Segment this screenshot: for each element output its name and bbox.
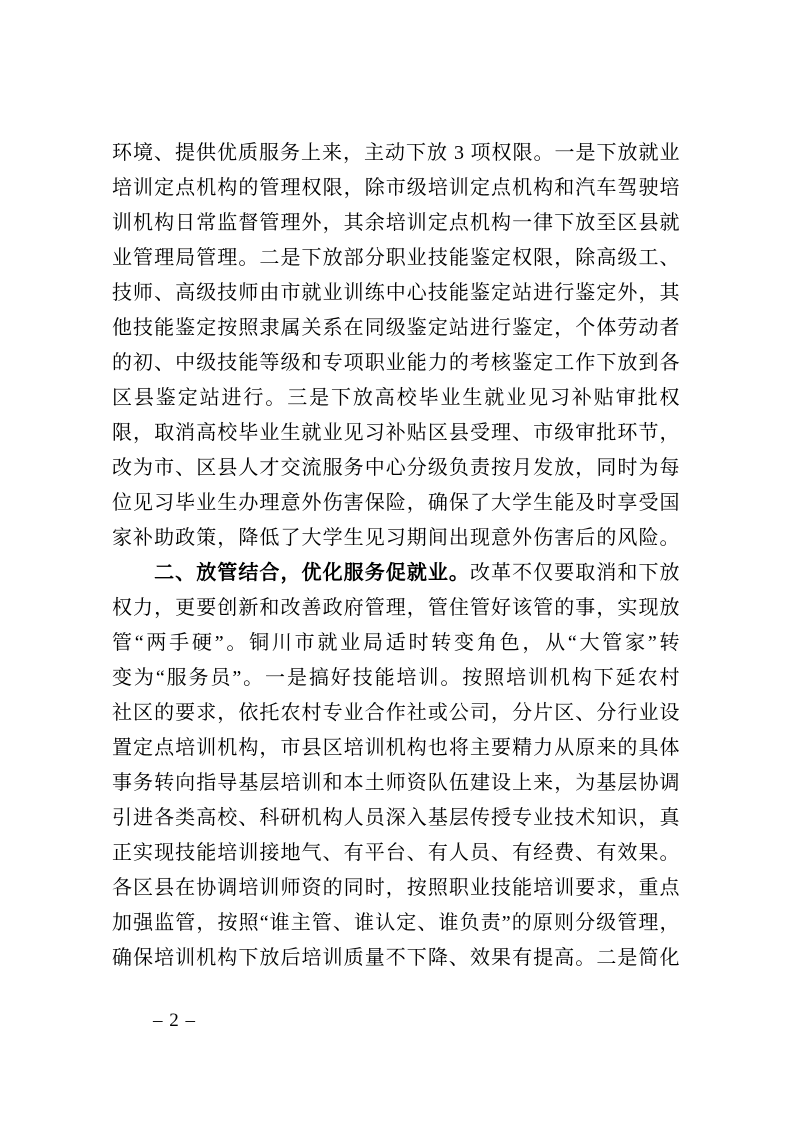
text-run: 技师、高级技师由市就业训练中心技能鉴定站进行鉴定外，其 bbox=[112, 282, 680, 304]
text-line bbox=[112, 416, 680, 451]
text-run: 区县鉴定站进行。三是下放高校毕业生就业见习补贴审批权 bbox=[112, 387, 680, 409]
text-run: 社区的要求，依托农村专业合作社或公司，分片区、分行业设 bbox=[112, 702, 680, 724]
text-run: 各区县在协调培训师资的同时，按照职业技能培训要求，重点 bbox=[112, 877, 680, 899]
text-run: 权力，更要创新和改善政府管理，管住管好该管的事，实现放 bbox=[112, 597, 680, 619]
text-run: 的初、中级技能等级和专项职业能力的考核鉴定工作下放到各 bbox=[112, 352, 680, 374]
text-run: 事务转向指导基层培训和本土师资队伍建设上来，为基层协调 bbox=[112, 772, 680, 794]
text-run bbox=[112, 562, 154, 584]
text-line bbox=[112, 941, 680, 976]
text-block bbox=[112, 136, 680, 976]
text-run: 改革不仅要取消和下放 bbox=[470, 562, 681, 584]
text-line bbox=[112, 346, 680, 381]
text-line bbox=[112, 521, 680, 556]
text-run: 加强监管，按照“谁主管、谁认定、谁负责”的原则分级管理， bbox=[112, 912, 680, 934]
bold-heading-run: 二、放管结合，优化服务促就业。 bbox=[154, 562, 470, 584]
text-line bbox=[112, 486, 680, 521]
text-run: 位见习毕业生办理意外伤害保险，确保了大学生能及时享受国 bbox=[112, 492, 680, 514]
text-run: 限，取消高校毕业生就业见习补贴区县受理、市级审批环节， bbox=[112, 422, 680, 444]
text-line bbox=[112, 661, 680, 696]
text-line bbox=[112, 626, 680, 661]
text-line bbox=[112, 696, 680, 731]
text-line bbox=[112, 311, 680, 346]
page-number: – 2 – bbox=[153, 1010, 196, 1031]
text-line bbox=[112, 556, 680, 591]
text-line bbox=[112, 766, 680, 801]
text-run: 改为市、区县人才交流服务中心分级负责按月发放，同时为每 bbox=[112, 457, 680, 479]
text-line bbox=[112, 171, 680, 206]
text-line bbox=[112, 276, 680, 311]
text-line bbox=[112, 136, 680, 171]
text-line bbox=[112, 591, 680, 626]
text-run: 环境、提供优质服务上来，主动下放 3 项权限。一是下放就业 bbox=[112, 142, 680, 164]
text-line bbox=[112, 871, 680, 906]
text-line bbox=[112, 731, 680, 766]
text-run: 正实现技能培训接地气、有平台、有人员、有经费、有效果。 bbox=[112, 842, 680, 864]
text-run: 确保培训机构下放后培训质量不下降、效果有提高。二是简化 bbox=[112, 947, 680, 969]
text-line bbox=[112, 906, 680, 941]
text-run: 他技能鉴定按照隶属关系在同级鉴定站进行鉴定，个体劳动者 bbox=[112, 317, 680, 339]
text-line bbox=[112, 836, 680, 871]
text-run: 变为“服务员”。一是搞好技能培训。按照培训机构下延农村 bbox=[112, 667, 680, 689]
text-run: 管“两手硬”。铜川市就业局适时转变角色，从“大管家”转 bbox=[112, 632, 680, 654]
text-run: 业管理局管理。二是下放部分职业技能鉴定权限，除高级工、 bbox=[112, 247, 680, 269]
text-line bbox=[112, 451, 680, 486]
text-run: 引进各类高校、科研机构人员深入基层传授专业技术知识，真 bbox=[112, 807, 680, 829]
text-line bbox=[112, 381, 680, 416]
text-line bbox=[112, 241, 680, 276]
text-run: 家补助政策，降低了大学生见习期间出现意外伤害后的风险。 bbox=[112, 527, 680, 549]
text-run: 训机构日常监督管理外，其余培训定点机构一律下放至区县就 bbox=[112, 212, 680, 234]
text-run: 置定点培训机构，市县区培训机构也将主要精力从原来的具体 bbox=[112, 737, 680, 759]
text-line bbox=[112, 801, 680, 836]
text-run: 培训定点机构的管理权限，除市级培训定点机构和汽车驾驶培 bbox=[112, 177, 680, 199]
text-line bbox=[112, 206, 680, 241]
